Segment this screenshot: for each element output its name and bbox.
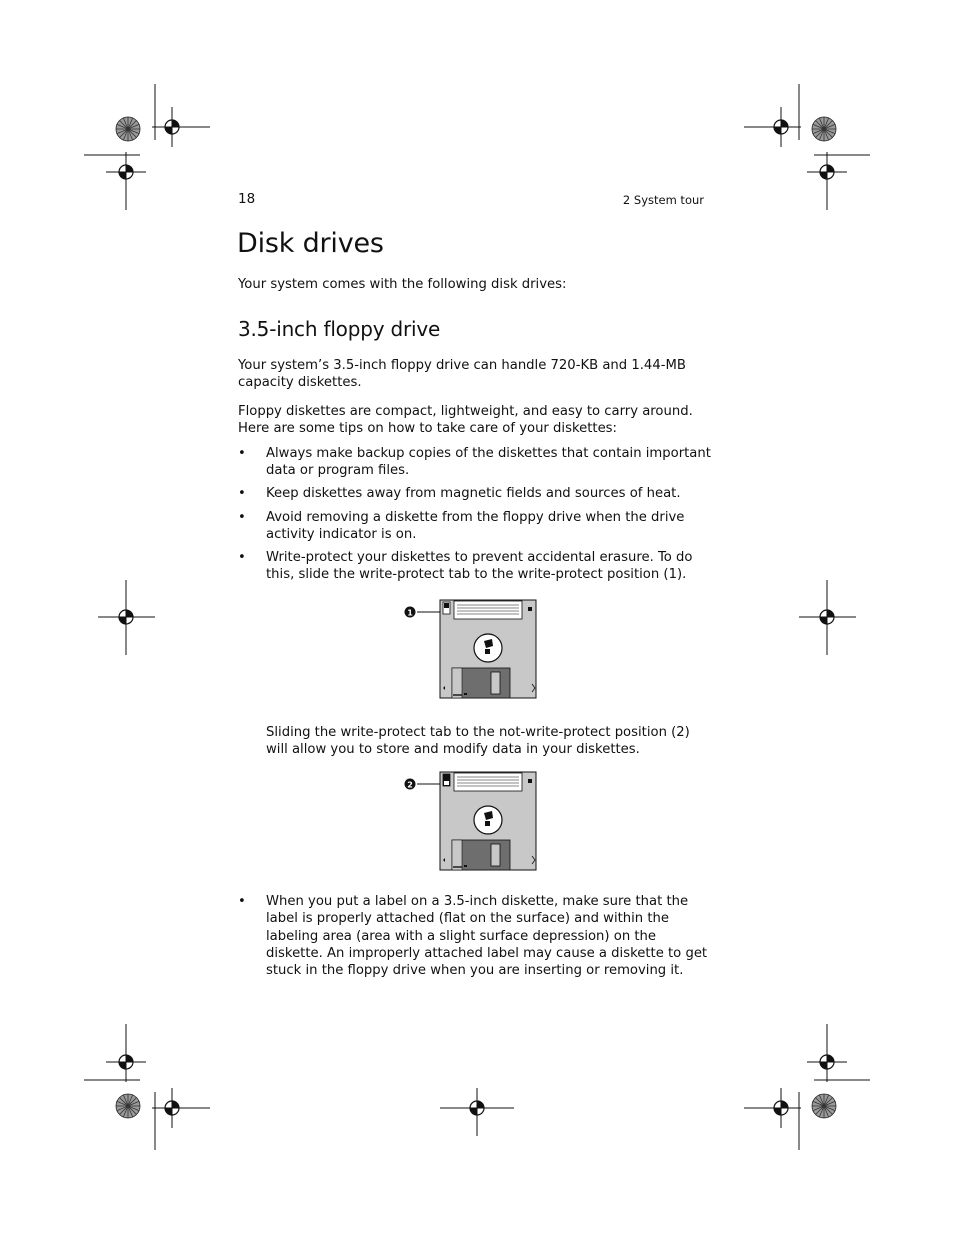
- list-item-text: When you put a label on a 3.5-inch diskette, make sure that the label is properly attached (flat on the surface) and within the labeling area (area with a slight surface depression) on the diskette. An improperly attached label may cause a diskette to get stuck in the floppy drive when you are inserting or removing it.: [266, 894, 708, 979]
- bullet-marker: •: [238, 550, 246, 565]
- intro-paragraph: Your system comes with the following disk drives:: [238, 277, 567, 292]
- tips-intro-paragraph: Floppy diskettes are compact, lightweight, and easy to carry around. Here are some tips on how to take care of your diskettes:: [238, 404, 693, 437]
- bullet-marker: •: [238, 510, 246, 525]
- callout-number: 1: [407, 608, 413, 618]
- not-write-protect-paragraph: Sliding the write-protect tab to the not-write-protect position (2) will allow you to store and modify data in your diskettes.: [266, 725, 690, 758]
- page-title: Disk drives: [237, 228, 384, 259]
- list-item-text: Avoid removing a diskette from the floppy drive when the drive activity indicator is on.: [266, 510, 685, 543]
- page-number: 18: [238, 191, 256, 207]
- bullet-marker: •: [238, 446, 246, 461]
- list-item-text: Keep diskettes away from magnetic fields and sources of heat.: [266, 486, 681, 501]
- capacity-paragraph: Your system’s 3.5-inch floppy drive can handle 720-KB and 1.44-MB capacity diskettes.: [238, 358, 686, 391]
- callout-number: 2: [407, 780, 413, 790]
- bullet-marker: •: [238, 894, 246, 909]
- list-item-text: Always make backup copies of the diskettes that contain important data or program files.: [266, 446, 711, 479]
- diskette-write-protect-figure: [400, 598, 540, 702]
- list-item-text: Write-protect your diskettes to prevent accidental erasure. To do this, slide the write-protect tab to the write-protect position (1).: [266, 550, 693, 583]
- section-title: 3.5-inch floppy drive: [238, 317, 441, 341]
- bullet-marker: •: [238, 486, 246, 501]
- running-header-chapter: 2 System tour: [622, 193, 704, 207]
- diskette-not-write-protect-figure: [400, 770, 540, 874]
